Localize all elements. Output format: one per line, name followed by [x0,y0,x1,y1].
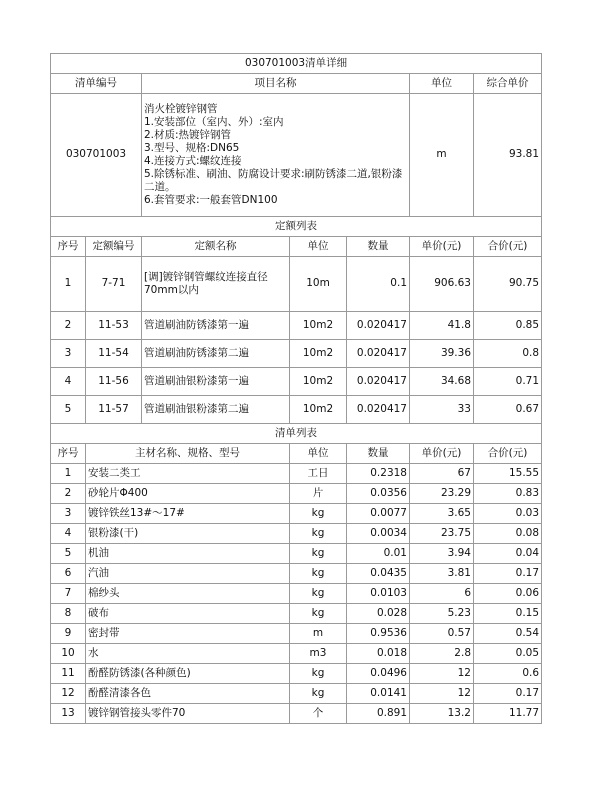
material-name-cell: 机油 [86,544,290,564]
total-price-cell: 0.05 [474,644,542,664]
unit-price-cell: 5.23 [410,604,474,624]
seq-cell: 8 [51,604,86,624]
unit-price-cell: 3.81 [410,564,474,584]
total-price-cell: 0.17 [474,684,542,704]
unit-cell: kg [290,604,347,624]
quantity-cell: 0.2318 [347,464,410,484]
quota-code-cell: 11-57 [86,396,142,424]
material-name-cell: 水 [86,644,290,664]
description-line: 4.连接方式:螺纹连接 [144,155,242,167]
quota-code-cell: 11-56 [86,368,142,396]
unit-cell: 片 [290,484,347,504]
unit-cell: kg [290,524,347,544]
description-line: 5.除锈标准、刷油、防腐设计要求:刷防锈漆二道,银粉漆二道。 [144,168,403,194]
description-line: 1.安装部位（室内、外）:室内 [144,115,284,128]
material-row [51,544,542,564]
header-total-price: 合价(元) [474,444,542,464]
quantity-cell: 0.01 [347,544,410,564]
unit-price-cell: 33 [410,396,474,424]
material-header-row [51,444,542,464]
item-code: 030701003 [51,94,142,217]
unit-price-cell: 3.94 [410,544,474,564]
material-section-title: 清单列表 [51,424,542,444]
header-unit-price: 单价(元) [410,444,474,464]
seq-cell: 4 [51,524,86,544]
unit-cell: kg [290,544,347,564]
unit-cell: 10m2 [290,340,347,368]
seq-cell: 3 [51,340,86,368]
table-body [51,54,542,724]
unit-cell: kg [290,504,347,524]
item-price: 93.81 [474,94,542,217]
header-unit: 单位 [410,74,474,94]
quota-name-cell: 管道刷油银粉漆第一遍 [142,368,290,396]
material-row [51,464,542,484]
seq-cell: 7 [51,584,86,604]
total-price-cell: 0.06 [474,584,542,604]
unit-cell: m [290,624,347,644]
total-price-cell: 0.03 [474,504,542,524]
unit-price-cell: 39.36 [410,340,474,368]
material-row [51,564,542,584]
header-unit-price: 单价(元) [410,237,474,257]
header-seq: 序号 [51,237,86,257]
seq-cell: 9 [51,624,86,644]
seq-cell: 11 [51,664,86,684]
quota-row [51,340,542,368]
seq-cell: 4 [51,368,86,396]
material-row [51,504,542,524]
material-row [51,624,542,644]
header-unit: 单位 [290,237,347,257]
unit-cell: kg [290,564,347,584]
seq-cell: 2 [51,484,86,504]
header-quantity: 数量 [347,237,410,257]
quantity-cell: 0.028 [347,604,410,624]
header-quantity: 数量 [347,444,410,464]
unit-price-cell: 6 [410,584,474,604]
unit-cell: 10m2 [290,368,347,396]
seq-cell: 3 [51,504,86,524]
quantity-cell: 0.9536 [347,624,410,644]
description-line: 2.材质:热镀锌钢管 [144,128,232,141]
total-price-cell: 0.85 [474,312,542,340]
quantity-cell: 0.020417 [347,340,410,368]
quantity-cell: 0.0356 [347,484,410,504]
material-name-cell: 镀锌钢管接头零件70 [86,704,290,724]
unit-cell: 工日 [290,464,347,484]
item-unit: m [410,94,474,217]
header-price: 综合单价 [474,74,542,94]
table-title: 030701003清单详细 [51,54,542,74]
total-price-cell: 0.54 [474,624,542,644]
material-name-cell: 安装二类工 [86,464,290,484]
seq-cell: 5 [51,396,86,424]
seq-cell: 5 [51,544,86,564]
quantity-cell: 0.020417 [347,368,410,396]
unit-price-cell: 0.57 [410,624,474,644]
seq-cell: 6 [51,564,86,584]
unit-price-cell: 13.2 [410,704,474,724]
description-line: 3.型号、规格:DN65 [144,141,240,154]
material-row [51,684,542,704]
quota-row [51,396,542,424]
total-price-cell: 0.15 [474,604,542,624]
quota-code-cell: 11-54 [86,340,142,368]
total-price-cell: 0.83 [474,484,542,504]
quota-name-cell: 管道刷油防锈漆第一遍 [142,312,290,340]
material-row [51,704,542,724]
material-row [51,484,542,504]
material-name-cell: 酚醛清漆各色 [86,684,290,704]
total-price-cell: 0.08 [474,524,542,544]
total-price-cell: 0.8 [474,340,542,368]
header-material-name: 主材名称、规格、型号 [86,444,290,464]
unit-price-cell: 3.65 [410,504,474,524]
quantity-cell: 0.020417 [347,312,410,340]
quantity-cell: 0.0077 [347,504,410,524]
material-name-cell: 棉纱头 [86,584,290,604]
total-price-cell: 0.6 [474,664,542,684]
quota-row [51,257,542,312]
unit-price-cell: 23.29 [410,484,474,504]
unit-price-cell: 67 [410,464,474,484]
material-row [51,604,542,624]
material-name-cell: 砂轮片Φ400 [86,484,290,504]
material-row [51,664,542,684]
quota-header-row [51,237,542,257]
seq-cell: 10 [51,644,86,664]
total-price-cell: 11.77 [474,704,542,724]
header-name: 项目名称 [142,74,410,94]
quantity-cell: 0.0435 [347,564,410,584]
unit-cell: 10m2 [290,312,347,340]
unit-cell: kg [290,584,347,604]
quota-section-title: 定额列表 [51,217,542,237]
total-price-cell: 0.71 [474,368,542,396]
header-quota-name: 定额名称 [142,237,290,257]
unit-price-cell: 2.8 [410,644,474,664]
unit-cell: 10m2 [290,396,347,424]
quota-row [51,368,542,396]
unit-price-cell: 12 [410,684,474,704]
unit-cell: kg [290,684,347,704]
unit-price-cell: 23.75 [410,524,474,544]
quantity-cell: 0.0141 [347,684,410,704]
description-line: 6.套管要求:一般套管DN100 [144,194,278,207]
unit-cell: 10m [290,257,347,312]
total-price-cell: 15.55 [474,464,542,484]
header-unit: 单位 [290,444,347,464]
unit-cell: m3 [290,644,347,664]
quota-name-cell: 管道刷油防锈漆第二遍 [142,340,290,368]
seq-cell: 13 [51,704,86,724]
item-description [142,94,410,217]
unit-price-cell: 12 [410,664,474,684]
header-quota-code: 定额编号 [86,237,142,257]
seq-cell: 1 [51,257,86,312]
unit-price-cell: 41.8 [410,312,474,340]
material-name-cell: 汽油 [86,564,290,584]
total-price-cell: 0.17 [474,564,542,584]
material-name-cell: 酚醛防锈漆(各种颜色) [86,664,290,684]
quota-code-cell: 11-53 [86,312,142,340]
material-row [51,584,542,604]
unit-price-cell: 906.63 [410,257,474,312]
material-name-cell: 破布 [86,604,290,624]
material-name-cell: 密封带 [86,624,290,644]
quota-code-cell: 7-71 [86,257,142,312]
quantity-cell: 0.0034 [347,524,410,544]
seq-cell: 2 [51,312,86,340]
quantity-cell: 0.0496 [347,664,410,684]
material-name-cell: 银粉漆(干) [86,524,290,544]
description-line: 消火栓镀锌钢管 [144,102,218,115]
material-row [51,524,542,544]
seq-cell: 12 [51,684,86,704]
quantity-cell: 0.020417 [347,396,410,424]
header-seq: 序号 [51,444,86,464]
seq-cell: 1 [51,464,86,484]
quota-name-cell: [调]镀锌钢管螺纹连接直径70mm以内 [142,257,290,312]
unit-cell: 个 [290,704,347,724]
material-name-cell: 镀锌铁丝13#～17# [86,504,290,524]
quantity-cell: 0.018 [347,644,410,664]
bill-detail-table [50,53,542,724]
quantity-cell: 0.0103 [347,584,410,604]
total-price-cell: 0.04 [474,544,542,564]
quota-row [51,312,542,340]
header-code: 清单编号 [51,74,142,94]
total-price-cell: 0.67 [474,396,542,424]
header-total-price: 合价(元) [474,237,542,257]
unit-cell: kg [290,664,347,684]
total-price-cell: 90.75 [474,257,542,312]
quota-name-cell: 管道刷油银粉漆第二遍 [142,396,290,424]
material-row [51,644,542,664]
quantity-cell: 0.891 [347,704,410,724]
unit-price-cell: 34.68 [410,368,474,396]
quantity-cell: 0.1 [347,257,410,312]
